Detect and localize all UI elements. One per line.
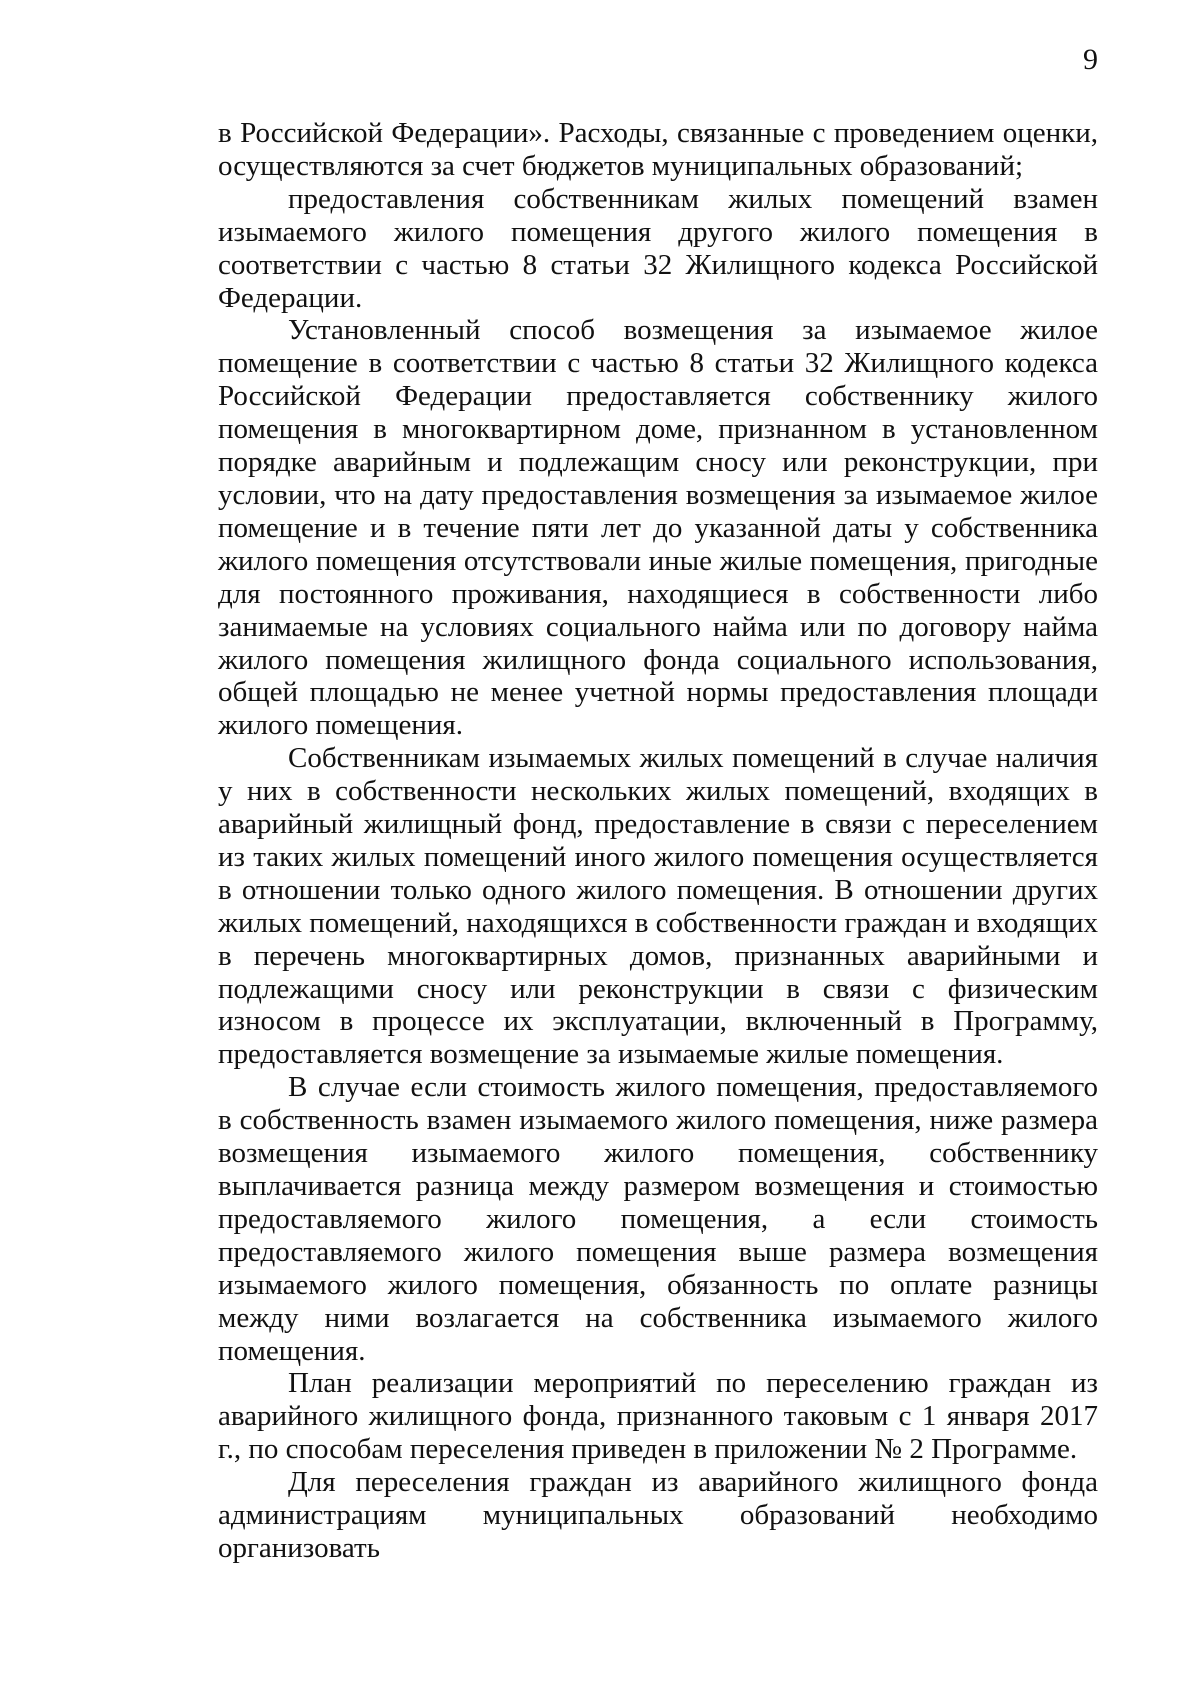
paragraph-compensation-method: Установленный способ возмещения за изымаемое жилое помещение в соответствии с частью 8 статьи 32 Жилищного кодекса Российской Федерации предоставляется собственнику жилого помещения в многоквартирном доме, признанном в установленном порядке аварийным и подлежащим сносу или реконструкции, при условии, что на дату предоставления возмещения за изымаемое жилое помещение и в течение пяти лет до указанной даты у собственника жилого помещения отсутствовали иные жилые помещения, пригодные для постоянного проживания, находящиеся в собственности либо занимаемые на условиях социального найма или по договору найма жилого помещения жилищного фонда социального использования, общей площадью не менее учетной нормы предоставления площади жилого помещения.: [218, 314, 1098, 742]
page-number: 9: [1083, 43, 1098, 76]
paragraph-multiple-premises: Собственникам изымаемых жилых помещений в случае наличия у них в собственности нескольких жилых помещений, входящих в аварийный жилищный фонд, предоставление в связи с переселением из таких жилых помещений иного жилого помещения осуществляется в отношении только одного жилого помещения. В отношении других жилых помещений, находящихся в собственности граждан и входящих в перечень многоквартирных домов, признанных аварийными и подлежащими сносу или реконструкции в связи с физическим износом в процессе их эксплуатации, включенный в Программу, предоставляется возмещение за изымаемые жилые помещения.: [218, 742, 1098, 1071]
paragraph-resettlement-plan: План реализации мероприятий по переселению граждан из аварийного жилищного фонда, признанного таковым с 1 января 2017 г., по способам переселения приведен в приложении № 2 Программе.: [218, 1367, 1098, 1466]
document-body: [218, 117, 1098, 1565]
paragraph-housing-provision: предоставления собственникам жилых помещений взамен изымаемого жилого помещения другого жилого помещения в соответствии с частью 8 статьи 32 Жилищного кодекса Российской Федерации.: [218, 182, 1098, 314]
paragraph-cost-difference: В случае если стоимость жилого помещения, предоставляемого в собственность взамен изымаемого жилого помещения, ниже размера возмещения изымаемого жилого помещения, собственнику выплачивается разница между размером возмещения и стоимостью предоставляемого жилого помещения, а если стоимость предоставляемого жилого помещения выше размера возмещения изымаемого жилого помещения, обязанность по оплате разницы между ними возлагается на собственника изымаемого жилого помещения.: [218, 1071, 1098, 1367]
paragraph-administration-tasks: Для переселения граждан из аварийного жилищного фонда администрациям муниципальных образований необходимо организовать: [218, 1466, 1098, 1564]
paragraph-continuation: в Российской Федерации». Расходы, связанные с проведением оценки, осуществляются за счет бюджетов муниципальных образований;: [218, 117, 1098, 182]
